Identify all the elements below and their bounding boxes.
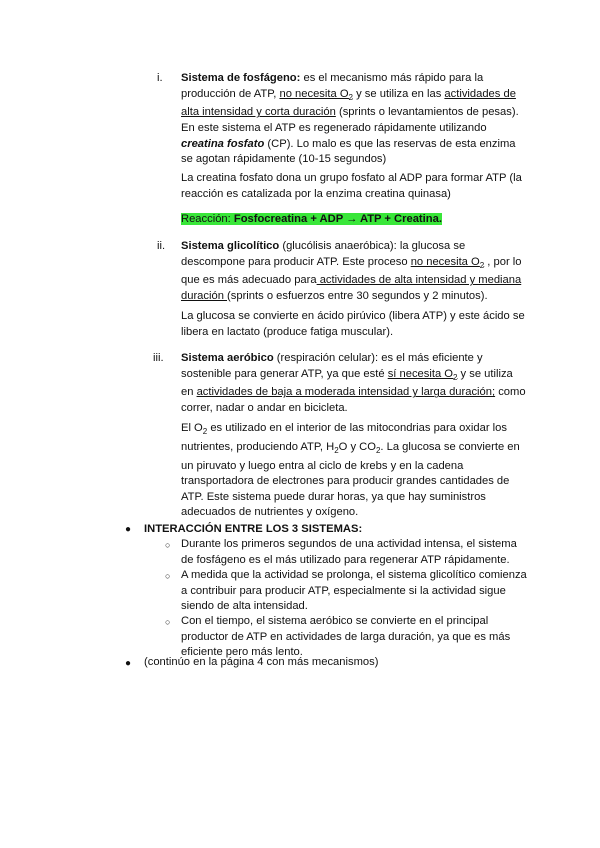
glucose-paragraph: La glucosa se convierte en ácido pirúvico (libera ATP) y este ácido se libera en lactato (produce fatiga muscular).	[181, 310, 525, 338]
interaction-item: Durante los primeros segundos de una actividad intensa, el sistema de fosfágeno es el más utilizado para regenerar ATP rápidamente.	[181, 538, 517, 566]
phosphagen-paragraph: Sistema de fosfágeno: es el mecanismo más rápido para la producción de ATP, no necesita $O_2$ y se utiliza en las actividades de alta intensidad y corta duración (sprints o levantamientos de pesas). En este sistema el ATP es regenerado rápidamente utilizando creatina fosfato (CP). Lo malo es que las reservas de esta enzima se agotan rápidamente (10-15 segundos)	[181, 72, 519, 166]
bullet-dot: ●	[125, 524, 132, 535]
glycolytic-title: Sistema glicolítico	[181, 240, 280, 252]
continuation-note: (continúo en la página 4 con más mecanismos)	[144, 656, 379, 668]
list-numeral: ii.	[157, 240, 166, 252]
interaction-heading: INTERACCIÓN ENTRE LOS 3 SISTEMAS:	[144, 523, 363, 535]
circle-bullet: ○	[165, 617, 171, 627]
oxygen-paragraph: El $O_2$ es utilizado en el interior de las mitocondrias para oxidar los nutrientes, produciendo ATP, $H_2O$ y $CO_2$. La glucosa se convierte en un piruvato y luego entra al ciclo de krebs y en la cadena transportadora de electrones para producir grandes cantidades de ATP. Este sistema puede durar horas, ya que hay suministros adecuados de nutrientes y oxígeno.	[181, 422, 520, 519]
creatine-paragraph: La creatina fosfato dona un grupo fosfato al ADP para formar ATP (la reacción es catalizada por la enzima creatina quinasa)	[181, 172, 522, 200]
glycolytic-paragraph: Sistema glicolítico (glucólisis anaeróbica): la glucosa se descompone para producir ATP. Este proceso no necesita $O_2$ , por lo que es más adecuado para actividades de alta intensidad y mediana duración (sprints o esfuerzos entre 30 segundos y 2 minutos).	[181, 240, 522, 303]
list-numeral: iii.	[153, 352, 164, 364]
bullet-dot: ●	[125, 658, 132, 669]
circle-bullet: ○	[165, 571, 171, 581]
interaction-item: A medida que la actividad se prolonga, el sistema glicolítico comienza a contribuir para producir ATP, especialmente si la actividad sigue siendo de alta intensidad.	[181, 569, 527, 613]
phosphagen-title: Sistema de fosfágeno:	[181, 72, 301, 84]
aerobic-title: Sistema aeróbico	[181, 352, 274, 364]
list-numeral: i.	[157, 72, 163, 84]
circle-bullet: ○	[165, 540, 171, 550]
aerobic-paragraph: Sistema aeróbico (respiración celular): es el más eficiente y sostenible para generar ATP, ya que esté sí necesita $O_2$ y se utiliza en actividades de baja a moderada intensidad y larga duración; como correr, nadar o andar en bicicleta.	[181, 352, 526, 415]
reaction-line: Reacción: Fosfocreatina + ADP → ATP + Creatina.	[181, 213, 442, 225]
interaction-item: Con el tiempo, el sistema aeróbico se convierte en el principal productor de ATP en actividades de larga duración, ya que es más eficiente pero más lento.	[181, 615, 511, 659]
